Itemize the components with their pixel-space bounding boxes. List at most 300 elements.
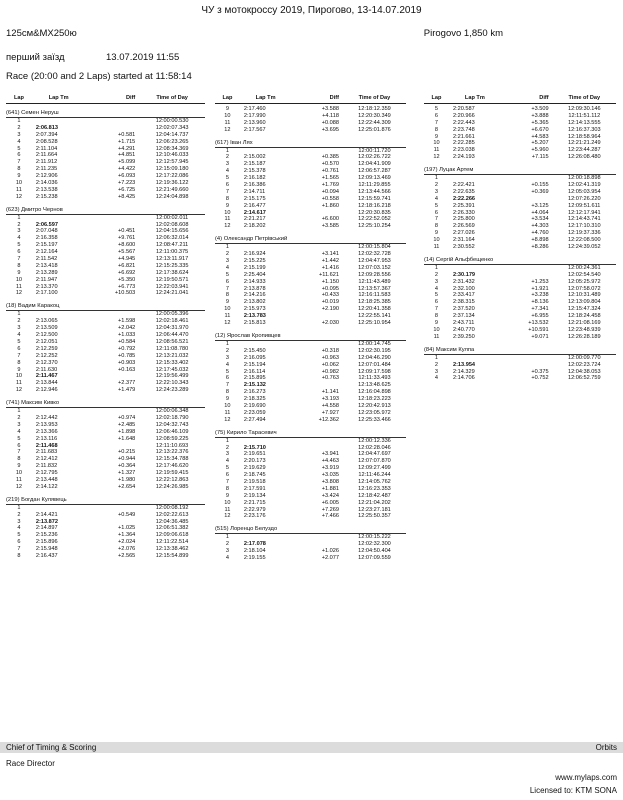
lap-time: 2:12.259 (35, 345, 58, 352)
lap-diff: +3.193 (321, 396, 339, 403)
lap-time: 2:13.538 (35, 186, 58, 193)
time-of-day: 12:18:25.385 (358, 299, 391, 306)
lap-number: 9 (434, 320, 439, 327)
lap-row (215, 265, 406, 272)
lap-diff: +3.941 (321, 451, 339, 458)
lap-time: 2:27.494 (243, 416, 266, 423)
header-lap-time: Lap Tm (255, 95, 276, 101)
lap-diff (291, 210, 343, 217)
lap-time: 2:11.947 (35, 276, 58, 283)
time-of-day: 12:09:17.598 (358, 368, 391, 375)
lap-number: 4 (17, 525, 21, 532)
lap-time (32, 215, 86, 222)
column-header (424, 94, 616, 104)
lap-number: 6 (434, 209, 439, 216)
lap-diff (86, 505, 140, 512)
time-of-day: 12:13:11.917 (156, 256, 189, 263)
lap-time: 2:23.176 (243, 513, 266, 520)
lap-row (6, 249, 205, 256)
lap-diff: +1.327 (118, 470, 136, 477)
lap-row (6, 187, 205, 194)
lap-row (6, 387, 205, 394)
time-of-day: 12:20:30.835 (358, 209, 391, 216)
header-time-of-day: Time of Day (156, 95, 188, 101)
lap-row (424, 210, 616, 217)
lap-time: 2:23.748 (452, 126, 475, 133)
lap-number: 11 (16, 283, 22, 290)
lap-time: 2:16.477 (243, 202, 266, 209)
lap-diff: +0.761 (321, 168, 339, 175)
lap-row (215, 306, 406, 313)
time-of-day: 12:04:47.953 (358, 258, 391, 265)
lap-row (6, 463, 205, 470)
lap-time: 2:19.690 (243, 402, 266, 409)
lap-number: 5 (17, 145, 21, 152)
lap-diff: +7.223 (118, 180, 136, 187)
lap-time: 2:14.329 (452, 368, 475, 375)
lap-number: 9 (225, 202, 229, 209)
time-of-day: 12:04:14.737 (155, 131, 189, 138)
lap-row (215, 210, 406, 217)
lap-time: 2:15.948 (35, 546, 58, 553)
lap-diff: +13.532 (528, 320, 549, 327)
lap-time (449, 175, 501, 182)
time-of-day: 12:16:04.898 (358, 389, 391, 396)
lap-diff: +2.042 (118, 325, 136, 332)
header-lap: Lap (13, 95, 24, 101)
lap-number: 11 (224, 216, 231, 223)
lap-time: 2:15.175 (243, 195, 266, 202)
lap-diff: +0.558 (321, 195, 339, 202)
lap-number: 2 (17, 511, 21, 518)
lap-time: 2:15.194 (243, 361, 266, 368)
lap-row (6, 277, 205, 284)
lap-row (424, 140, 616, 147)
lap-time: 2:15.973 (243, 306, 266, 313)
time-of-day: 12:24:39.052 (567, 244, 601, 251)
race-info: Race (20:00 and 2 Laps) started at 11:58:14 (6, 71, 192, 82)
lap-row (215, 493, 406, 500)
time-of-day: 12:14:13.555 (567, 119, 601, 126)
lap-number: 4 (434, 375, 439, 382)
lap-number: 10 (15, 470, 23, 477)
lap-number: 3 (17, 518, 21, 525)
lap-diff: +6.600 (321, 216, 339, 223)
lap-number: 9 (225, 106, 229, 112)
lap-diff: +10.503 (114, 290, 136, 297)
lap-diff: +2.077 (321, 554, 339, 561)
time-of-day: 12:00:14.745 (358, 340, 391, 347)
time-of-day: 12:07:01.484 (358, 361, 391, 368)
lap-row (424, 147, 616, 154)
lap-number: 4 (225, 458, 229, 465)
lap-number: 5 (434, 106, 439, 112)
time-of-day: 12:07:07.870 (358, 458, 391, 465)
time-of-day: 12:00:18.898 (567, 175, 601, 182)
license-label: Licensed to: KTM SONA (529, 786, 617, 795)
lap-row (6, 443, 205, 450)
lap-number: 7 (225, 478, 229, 485)
time-of-day: 12:13:09.804 (567, 299, 601, 306)
time-of-day: 12:20:30.349 (358, 112, 391, 119)
lap-diff (291, 438, 343, 445)
lap-time (240, 244, 292, 251)
lap-number: 6 (434, 112, 439, 119)
lap-row (215, 258, 406, 265)
lap-number: 4 (225, 264, 229, 271)
time-of-day: 12:02:54.540 (567, 271, 601, 278)
lap-diff: +0.385 (321, 154, 339, 161)
lap-time (32, 505, 86, 512)
time-of-day: 12:23:05.972 (358, 409, 391, 416)
time-of-day: 12:16:23.353 (358, 485, 391, 492)
time-of-day: 12:00:06.348 (155, 408, 189, 415)
time-of-day: 12:06:32.014 (155, 235, 189, 242)
time-of-day: 12:12:57.945 (155, 159, 189, 166)
time-of-day: 12:00:02.011 (156, 214, 189, 221)
rider-name: (515) Лоренцо Белуздо (215, 525, 406, 534)
lap-time: 2:15.187 (243, 161, 266, 168)
lap-time: 2:43.711 (452, 320, 475, 327)
lap-number: 6 (225, 182, 229, 189)
lap-diff: +9.761 (118, 235, 136, 242)
time-of-day: 12:15:33.402 (155, 359, 189, 366)
lap-diff: +2.030 (321, 320, 339, 327)
lap-row (215, 279, 406, 286)
lap-time (32, 118, 86, 125)
lap-number: 1 (17, 311, 21, 318)
lap-number: 2 (17, 221, 21, 228)
lap-row (6, 373, 205, 380)
lap-number: 3 (225, 161, 229, 168)
lap-time: 2:06.597 (35, 221, 58, 228)
lap-time: 2:19.155 (243, 554, 266, 561)
lap-time: 2:14.122 (35, 483, 58, 490)
time-of-day: 12:07:03.152 (358, 264, 391, 271)
lap-row (6, 215, 205, 222)
lap-number: 4 (434, 195, 439, 202)
time-of-day: 12:23:27.181 (358, 506, 391, 513)
lap-row (215, 182, 406, 189)
lap-row (6, 159, 205, 166)
lap-diff: +6.955 (531, 313, 549, 320)
lap-row (215, 196, 406, 203)
lap-diff: +3.238 (531, 292, 549, 299)
lap-time: 2:14.036 (35, 180, 58, 187)
lap-number: 6 (17, 152, 21, 159)
lap-number: 3 (17, 325, 21, 332)
lap-number: 5 (225, 368, 229, 375)
lap-diff: +1.648 (118, 435, 136, 442)
lap-row (215, 500, 406, 507)
lap-time: 2:16.095 (243, 354, 266, 361)
lap-time: 2:25.391 (452, 202, 475, 209)
lap-time: 2:12.906 (35, 173, 58, 180)
lap-row (215, 313, 406, 320)
lap-diff: +6.692 (118, 269, 136, 276)
time-of-day: 12:04:38.053 (567, 368, 601, 375)
lap-time: 2:16.358 (35, 235, 58, 242)
time-of-day: 12:00:00.530 (155, 118, 189, 124)
time-of-day: 12:11:46.244 (358, 472, 391, 479)
lap-number: 9 (17, 366, 21, 373)
lap-time: 2:25.800 (452, 216, 475, 223)
lap-row (6, 422, 205, 429)
lap-diff (501, 272, 553, 279)
lap-diff (291, 445, 343, 452)
lap-number: 2 (225, 347, 229, 354)
lap-diff (86, 215, 140, 222)
lap-number: 9 (434, 230, 439, 237)
lap-number: 1 (434, 175, 439, 182)
lap-time: 2:11.467 (35, 373, 58, 380)
time-of-day: 12:11:51.112 (568, 112, 601, 119)
lap-number: 7 (225, 188, 229, 195)
lap-time: 2:12.164 (35, 249, 58, 256)
time-of-day: 12:14:05.762 (358, 478, 391, 485)
time-of-day: 12:09:51.611 (568, 202, 601, 209)
lap-time: 2:13.418 (35, 262, 58, 269)
lap-time: 2:16.114 (243, 368, 266, 375)
lap-number: 3 (17, 421, 21, 428)
lap-time: 2:24.193 (452, 154, 475, 161)
lap-diff: +4.945 (118, 256, 136, 263)
lap-row (6, 139, 205, 146)
lap-row (6, 525, 205, 532)
lap-row (424, 127, 616, 134)
lap-number: 11 (224, 506, 231, 513)
lap-diff: +4.303 (531, 223, 549, 230)
time-of-day: 12:02:23.724 (567, 361, 601, 368)
rider-name: (75) Кирило Тарасевич (215, 429, 406, 438)
time-of-day: 12:26:08.480 (567, 154, 601, 161)
lap-row (424, 320, 616, 327)
lap-diff: +0.364 (118, 463, 136, 470)
lap-number: 8 (17, 552, 21, 559)
lap-row (6, 256, 205, 263)
lap-row (424, 216, 616, 223)
time-of-day: 12:21:04.202 (358, 499, 391, 506)
time-of-day: 12:19:56.499 (155, 373, 189, 380)
rider-name: (741) Максим Кивко (6, 399, 205, 408)
lap-row (6, 360, 205, 367)
lap-row (424, 355, 616, 362)
lap-row (424, 154, 616, 161)
lap-row (6, 436, 205, 443)
lap-number: 12 (15, 387, 23, 394)
time-of-day: 12:25:01.876 (358, 126, 391, 133)
lap-number: 1 (17, 214, 21, 221)
lap-diff: +0.433 (321, 292, 339, 299)
session-label: перший заїзд (6, 52, 65, 63)
lap-time: 2:18.745 (243, 472, 266, 479)
time-of-day: 12:00:12.336 (358, 437, 391, 444)
time-of-day: 12:15:34.788 (155, 456, 189, 463)
lap-row (424, 182, 616, 189)
lap-time: 2:15.225 (243, 258, 266, 265)
lap-number: 1 (17, 504, 21, 511)
lap-number: 5 (434, 292, 439, 299)
lap-diff: +4.291 (118, 145, 136, 152)
lap-diff (86, 222, 140, 229)
time-of-day: 12:07:26.220 (567, 195, 601, 202)
lap-diff (86, 311, 140, 318)
lap-time: 2:08.528 (35, 138, 58, 145)
lap-diff: +3.695 (321, 126, 339, 133)
results-column-2 (215, 94, 406, 562)
time-of-day: 12:09:28.556 (358, 271, 391, 278)
lap-number: 3 (225, 451, 229, 458)
lap-number: 5 (17, 435, 21, 442)
results-column-1 (6, 94, 205, 560)
time-of-day: 12:24:23.289 (155, 387, 189, 394)
lap-number: 2 (225, 154, 229, 161)
column-header (215, 94, 406, 104)
lap-time: 2:23.038 (452, 147, 475, 154)
lap-time: 2:19.518 (243, 478, 266, 485)
lap-time: 2:12.051 (35, 338, 58, 345)
lap-time: 2:16.182 (243, 175, 266, 182)
lap-row (6, 194, 205, 201)
lap-number: 7 (17, 159, 21, 166)
lap-diff (86, 443, 140, 450)
lap-time: 2:15.238 (35, 193, 58, 200)
lap-row (215, 148, 406, 155)
lap-time: 2:15.450 (243, 347, 266, 354)
lap-diff: +3.141 (321, 251, 339, 258)
lap-number: 10 (224, 306, 231, 313)
lap-time: 2:17.990 (243, 112, 266, 119)
lap-number: 7 (434, 119, 439, 126)
lap-number: 9 (225, 396, 229, 403)
lap-diff: +1.416 (321, 264, 339, 271)
time-of-day: 12:25:50.357 (358, 513, 391, 520)
time-of-day: 12:10:31.489 (567, 292, 601, 299)
lap-time: 2:19.651 (243, 451, 266, 458)
lap-time: 2:19.134 (243, 492, 266, 499)
time-of-day: 12:04:31.970 (155, 325, 189, 332)
lap-diff: +0.375 (531, 368, 549, 375)
time-of-day: 12:06:57.287 (358, 168, 391, 175)
time-of-day: 12:13:22.376 (155, 449, 189, 456)
lap-time: 2:06.813 (35, 124, 58, 131)
lap-row (6, 408, 205, 415)
lap-row (424, 375, 616, 382)
lap-time: 2:16.437 (35, 552, 58, 559)
lap-number: 3 (434, 368, 439, 375)
lap-diff: +1.025 (118, 525, 136, 532)
lap-row (6, 270, 205, 277)
lap-diff: +1.769 (321, 182, 339, 189)
lap-row (6, 346, 205, 353)
time-of-day: 12:13:21.032 (155, 352, 189, 359)
lap-time: 2:39.250 (452, 333, 475, 340)
lap-diff: +1.141 (321, 389, 339, 396)
lap-time: 2:12.442 (35, 414, 58, 421)
lap-diff: +6.093 (118, 173, 136, 180)
lap-diff: +8.600 (118, 242, 136, 249)
lap-number: 1 (225, 534, 229, 541)
time-of-day: 12:08:56.521 (155, 338, 189, 345)
lap-time: 2:30.552 (452, 244, 475, 251)
lap-diff: +1.442 (321, 258, 339, 265)
lap-diff: +0.451 (118, 228, 136, 235)
lap-row (424, 106, 616, 113)
lap-diff: +1.921 (531, 285, 549, 292)
lap-number: 12 (224, 320, 231, 327)
lap-diff: +1.598 (118, 318, 136, 325)
lap-time (240, 438, 292, 445)
time-of-day: 12:04:36.485 (155, 518, 189, 525)
time-of-day: 12:02:08.608 (155, 221, 189, 228)
lap-number: 6 (225, 472, 229, 479)
lap-diff: +0.903 (118, 359, 136, 366)
lap-number: 11 (433, 147, 440, 154)
lap-diff: +5.365 (531, 119, 549, 126)
time-of-day: 12:00:09.770 (567, 354, 601, 361)
lap-time: 2:31.164 (452, 237, 475, 244)
header-time-of-day: Time of Day (568, 95, 601, 101)
time-of-day: 12:04:15.656 (155, 228, 189, 235)
page-title: ЧУ з мотокроссу 2019, Пирогово, 13-14.07.2019 (201, 5, 422, 16)
rider-name: (18) Вадим Каракоц (6, 302, 205, 311)
time-of-day: 12:15:59.741 (358, 195, 391, 202)
lap-diff: +3.919 (321, 465, 339, 472)
lap-time: 2:11.912 (35, 159, 58, 166)
header-lap-time: Lap Tm (464, 95, 485, 101)
lap-diff: +1.026 (321, 548, 339, 555)
lap-number: 9 (17, 173, 21, 180)
lap-row (6, 235, 205, 242)
lap-diff: +5.350 (118, 276, 136, 283)
lap-time: 2:13.953 (35, 421, 58, 428)
lap-time: 2:11.683 (35, 449, 58, 456)
lap-row (215, 154, 406, 161)
time-of-day: 12:06:52.759 (567, 375, 601, 382)
lap-row (215, 458, 406, 465)
time-of-day: 12:13:57.367 (358, 285, 391, 292)
rider-name: (641) Семен Неруш (6, 109, 205, 118)
time-of-day: 12:19:36.122 (155, 180, 189, 187)
lap-diff: +0.215 (118, 449, 136, 456)
time-of-day: 12:22:12.863 (155, 476, 189, 483)
lap-number: 10 (224, 499, 231, 506)
lap-number: 8 (434, 223, 439, 230)
lap-number: 10 (15, 373, 23, 380)
lap-time: 2:13.872 (35, 518, 58, 525)
lap-diff: +0.584 (118, 338, 136, 345)
lap-number: 1 (17, 408, 21, 415)
lap-time: 2:13.802 (243, 299, 266, 306)
lap-row (424, 369, 616, 376)
lap-row (215, 120, 406, 127)
time-of-day: 12:17:38.624 (155, 269, 189, 276)
lap-diff: +0.792 (118, 345, 136, 352)
lap-row (6, 339, 205, 346)
lap-row (6, 284, 205, 291)
lap-row (215, 216, 406, 223)
lap-time: 2:13.509 (35, 325, 58, 332)
lap-row (6, 456, 205, 463)
lap-row (215, 299, 406, 306)
time-of-day: 12:22:55.141 (358, 313, 391, 320)
lap-diff: +0.581 (118, 131, 136, 138)
lap-row (6, 353, 205, 360)
rider-name: (84) Максим Кулпа (424, 346, 616, 355)
lap-time: 2:13.116 (35, 435, 58, 442)
lap-diff: +1.898 (118, 428, 136, 435)
lap-diff: +8.136 (531, 299, 549, 306)
